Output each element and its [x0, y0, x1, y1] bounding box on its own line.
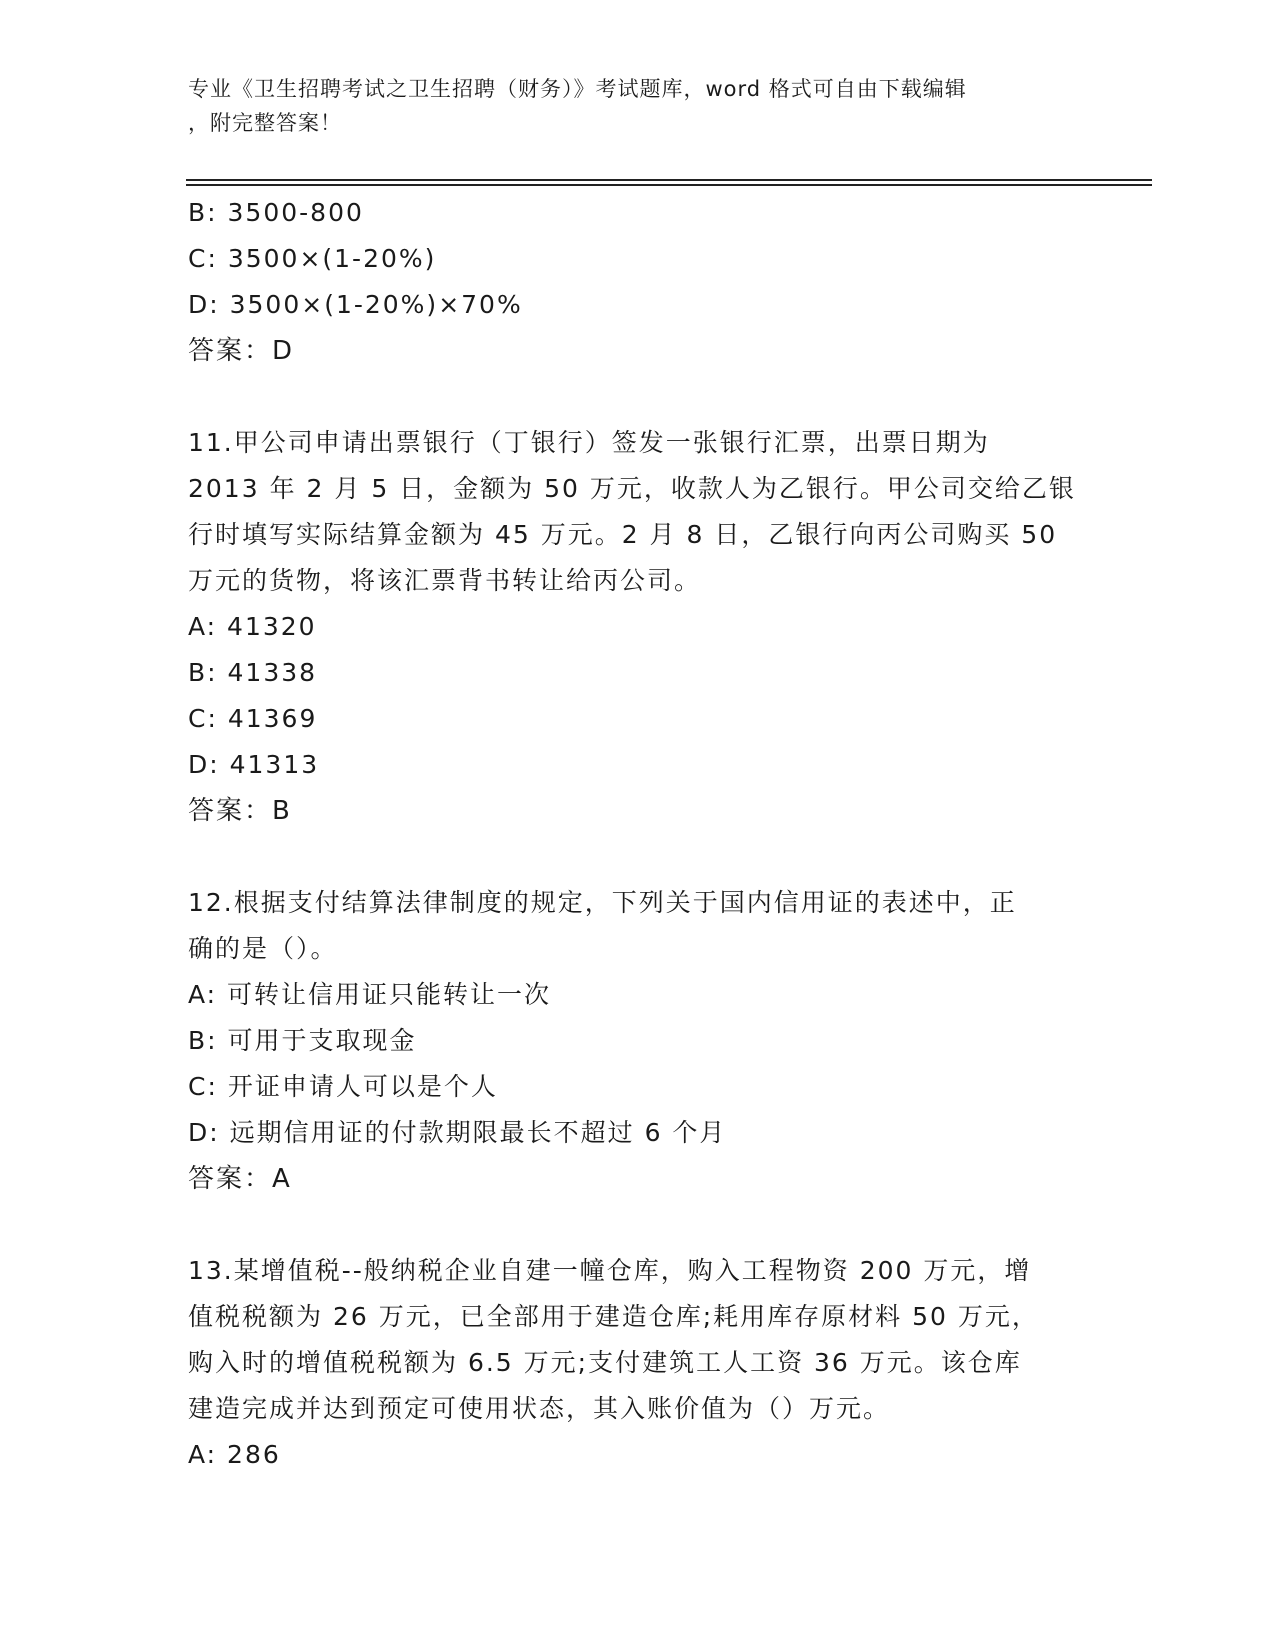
- header-line-2: ，附完整答案！: [188, 111, 342, 135]
- option-b: B: 可用于支取现金: [188, 1026, 417, 1055]
- stem-line: 行时填写实际结算金额为 45 万元。2 月 8 日，乙银行向丙公司购买 50: [188, 520, 1058, 549]
- stem-line: 2013 年 2 月 5 日，金额为 50 万元，收款人为乙银行。甲公司交给乙银: [188, 474, 1076, 503]
- stem-line: 值税税额为 26 万元，已全部用于建造仓库;耗用库存原材料 50 万元，: [188, 1302, 1039, 1331]
- document-header: [188, 72, 1088, 140]
- spacer: [188, 834, 1088, 880]
- stem-line: 确的是（）。: [188, 934, 338, 963]
- option-a: A: 可转让信用证只能转让一次: [188, 980, 552, 1009]
- question-13: [188, 1248, 1088, 1478]
- option-b: B: 41338: [188, 658, 318, 687]
- spacer: [188, 1202, 1088, 1248]
- spacer: [188, 374, 1088, 420]
- header-line-1: 专业《卫生招聘考试之卫生招聘（财务）》考试题库，word 格式可自由下载编辑: [188, 77, 967, 101]
- stem-line: 购入时的增值税税额为 6.5 万元;支付建筑工人工资 36 万元。该仓库: [188, 1348, 1022, 1377]
- stem-line: 11.甲公司申请出票银行（丁银行）签发一张银行汇票，出票日期为: [188, 428, 990, 457]
- option-a: A: 286: [188, 1440, 281, 1469]
- option-a: A: 41320: [188, 612, 317, 641]
- stem-line: 13.某增值税--般纳税企业自建一幢仓库，购入工程物资 200 万元，增: [188, 1256, 1032, 1285]
- question-10-tail: [188, 190, 1088, 374]
- question-stem: [188, 420, 1088, 604]
- option-c: C: 41369: [188, 704, 318, 733]
- question-12: [188, 880, 1088, 1202]
- option-b: B: 3500-800: [188, 198, 364, 227]
- stem-line: 建造完成并达到预定可使用状态，其入账价值为（）万元。: [188, 1394, 891, 1423]
- answer: 答案：D: [188, 336, 295, 366]
- answer: 答案：B: [188, 796, 292, 826]
- question-stem: [188, 880, 1088, 972]
- option-c: C: 开证申请人可以是个人: [188, 1072, 498, 1101]
- option-d: D: 远期信用证的付款期限最长不超过 6 个月: [188, 1118, 727, 1147]
- question-content: [188, 190, 1088, 1478]
- stem-line: 万元的货物，将该汇票背书转让给丙公司。: [188, 566, 702, 595]
- answer: 答案：A: [188, 1164, 292, 1194]
- header-rule-bottom: [186, 184, 1152, 186]
- header-rule-top: [186, 179, 1152, 181]
- option-d: D: 3500×(1-20%)×70%: [188, 290, 523, 319]
- option-c: C: 3500×(1-20%): [188, 244, 437, 273]
- stem-line: 12.根据支付结算法律制度的规定，下列关于国内信用证的表述中，正: [188, 888, 1017, 917]
- question-11: [188, 420, 1088, 834]
- question-stem: [188, 1248, 1088, 1432]
- option-d: D: 41313: [188, 750, 320, 779]
